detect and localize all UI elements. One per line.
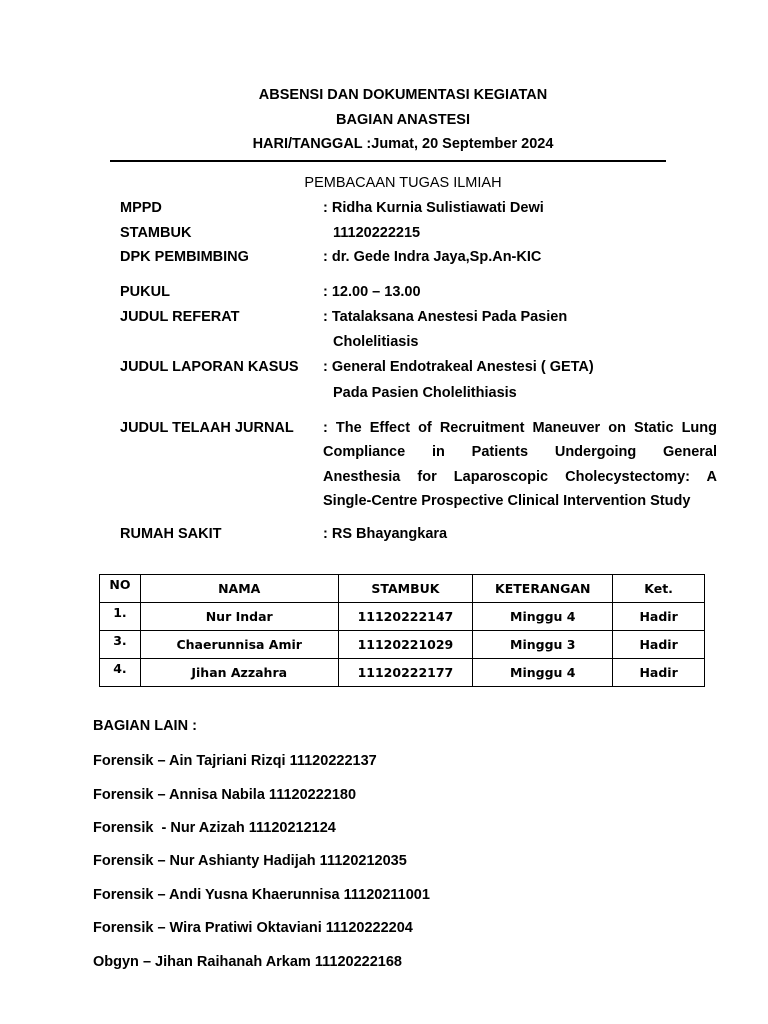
cell-keterangan: Minggu 4 <box>473 603 613 631</box>
other-department-item: Forensik – Annisa Nabila 11120222180 <box>93 787 357 803</box>
jurnal-line: Compliance in Patients Undergoing General <box>323 444 717 461</box>
laporan-label: JUDUL LAPORAN KASUS <box>120 359 299 375</box>
other-departments-heading: BAGIAN LAIN : <box>93 718 197 734</box>
pukul-value: : 12.00 – 13.00 <box>323 284 421 300</box>
mppd-label: MPPD <box>120 200 162 216</box>
cell-stambuk: 11120222147 <box>338 603 473 631</box>
laporan-value-line2: Pada Pasien Cholelithiasis <box>333 385 517 401</box>
table-row <box>100 659 705 687</box>
cell-stambuk: 11120221029 <box>338 631 473 659</box>
cell-ket: Hadir <box>613 659 705 687</box>
cell-keterangan: Minggu 4 <box>473 659 613 687</box>
pukul-label: PUKUL <box>120 284 170 300</box>
table-row <box>100 631 705 659</box>
jurnal-line: : The Effect of Recruitment Maneuver on Static Lung <box>323 420 717 436</box>
table-row <box>100 603 705 631</box>
stambuk-label: STAMBUK <box>120 225 192 241</box>
cell-nama: Nur Indar <box>140 603 338 631</box>
dpk-label: DPK PEMBIMBING <box>120 249 249 265</box>
cell-ket: Hadir <box>613 631 705 659</box>
rs-label: RUMAH SAKIT <box>120 526 222 542</box>
header-ket: Ket. <box>613 575 705 603</box>
other-department-item: Obgyn – Jihan Raihanah Arkam 11120222168 <box>93 954 402 970</box>
cell-keterangan: Minggu 3 <box>473 631 613 659</box>
cell-nama: Jihan Azzahra <box>140 659 338 687</box>
other-department-item: Forensik – Andi Yusna Khaerunnisa 11120211001 <box>93 887 430 903</box>
date-line: HARI/TANGGAL :Jumat, 20 September 2024 <box>252 136 554 152</box>
stambuk-value: 11120222215 <box>333 225 421 241</box>
cell-no: 4. <box>100 659 141 687</box>
header-stambuk: STAMBUK <box>338 575 473 603</box>
other-department-item: Forensik - Nur Azizah 11120212124 <box>93 820 336 836</box>
header-divider <box>110 160 666 162</box>
mppd-value: : Ridha Kurnia Sulistiawati Dewi <box>323 200 544 216</box>
activity-title: PEMBACAAN TUGAS ILMIAH <box>304 175 502 191</box>
header-nama: NAMA <box>140 575 338 603</box>
referat-label: JUDUL REFERAT <box>120 309 240 325</box>
cell-no: 1. <box>100 603 141 631</box>
cell-nama: Chaerunnisa Amir <box>140 631 338 659</box>
jurnal-value <box>323 416 717 514</box>
table-header-row <box>100 575 705 603</box>
jurnal-label: JUDUL TELAAH JURNAL <box>120 420 294 436</box>
cell-ket: Hadir <box>613 603 705 631</box>
other-department-item: Forensik – Ain Tajriani Rizqi 11120222137 <box>93 753 377 769</box>
laporan-value-line1: : General Endotrakeal Anestesi ( GETA) <box>323 359 594 375</box>
referat-value-line1: : Tatalaksana Anestesi Pada Pasien <box>323 309 568 325</box>
cell-stambuk: 11120222177 <box>338 659 473 687</box>
rs-value: : RS Bhayangkara <box>323 526 448 542</box>
cell-no: 3. <box>100 631 141 659</box>
header-keterangan: KETERANGAN <box>473 575 613 603</box>
other-department-item: Forensik – Wira Pratiwi Oktaviani 11120222204 <box>93 920 413 936</box>
department-title: BAGIAN ANASTESI <box>336 112 470 128</box>
referat-value-line2: Cholelitiasis <box>333 334 419 350</box>
document-title: ABSENSI DAN DOKUMENTASI KEGIATAN <box>258 87 548 103</box>
other-department-item: Forensik – Nur Ashianty Hadijah 11120212035 <box>93 853 407 869</box>
attendance-table <box>99 574 705 687</box>
dpk-value: : dr. Gede Indra Jaya,Sp.An-KIC <box>323 249 542 265</box>
jurnal-line: Anesthesia for Laparoscopic Cholecystectomy: A <box>323 468 717 485</box>
jurnal-line: Single-Centre Prospective Clinical Intervention Study <box>323 493 691 510</box>
header-no: NO <box>100 575 141 603</box>
